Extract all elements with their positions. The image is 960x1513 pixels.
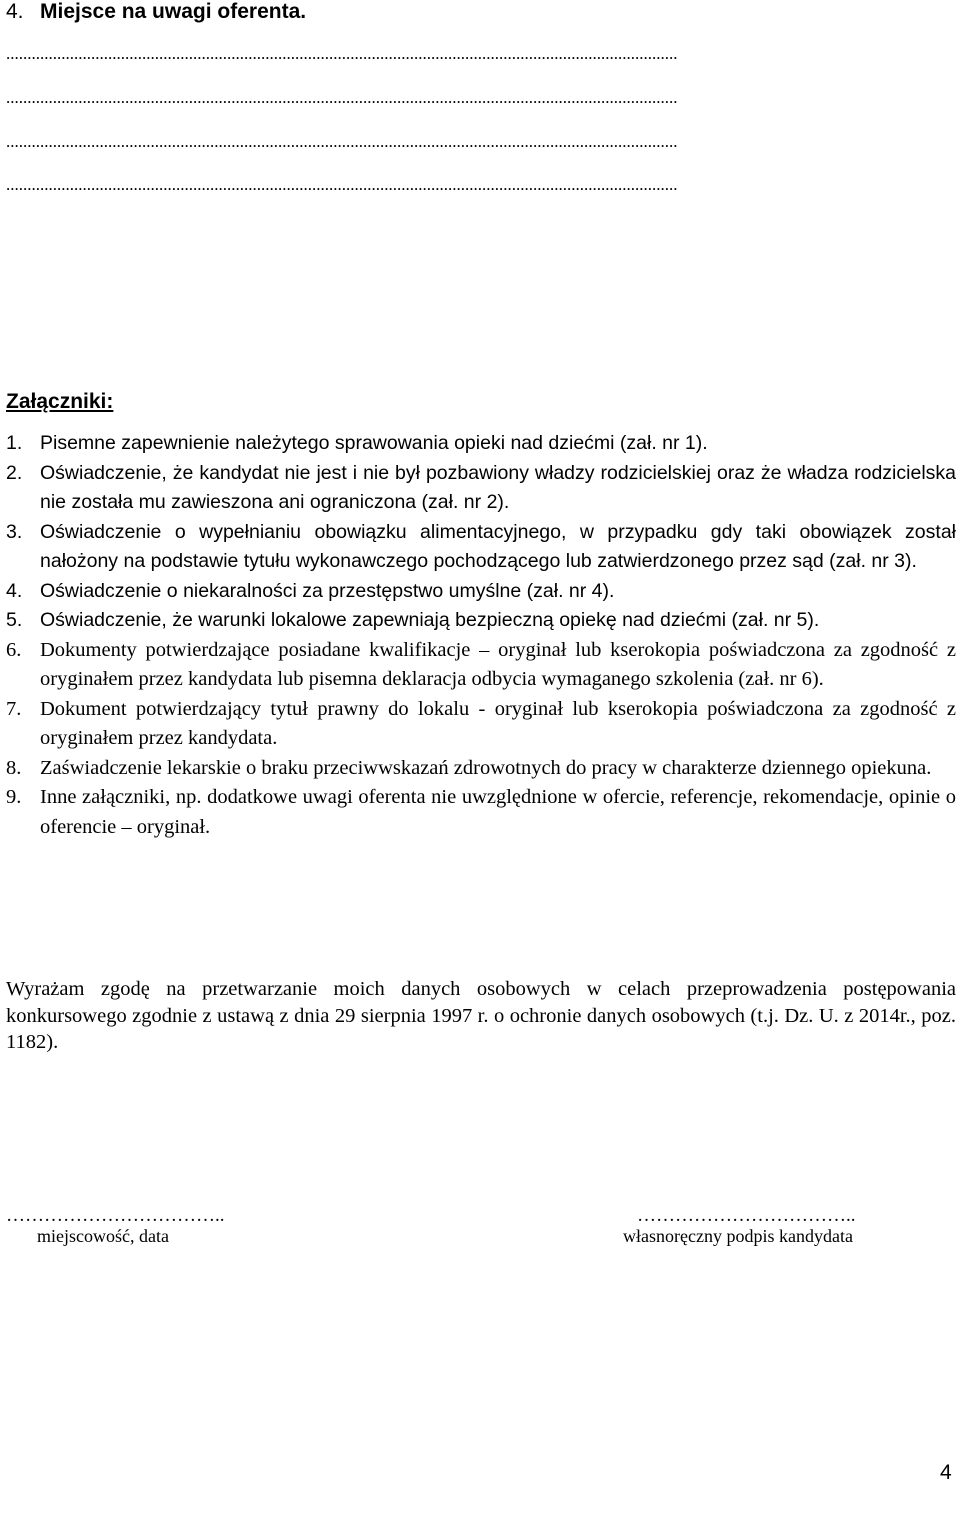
place-date-dotted-line: …………………………….. bbox=[6, 1205, 225, 1226]
attachment-item bbox=[6, 783, 956, 842]
attachment-text: Zaświadczenie lekarskie o braku przeciwwskazań zdrowotnych do pracy w charakterze dziennego opiekuna. bbox=[40, 756, 932, 779]
consent-statement: Wyrażam zgodę na przetwarzanie moich danych osobowych w celach przeprowadzenia postępowania konkursowego zgodnie z ustawą z dnia 29 sierpnia 1997 r. o ochronie danych osobowych (t.j. Dz. U. z 2014r., poz. 1182). bbox=[6, 978, 956, 1053]
attachment-item bbox=[6, 577, 956, 607]
attachment-number: 2. bbox=[6, 461, 23, 484]
section-number: 4. bbox=[6, 0, 24, 23]
attachment-text: Pisemne zapewnienie należytego sprawowania opieki nad dziećmi (zał. nr 1). bbox=[40, 432, 708, 454]
attachment-number: 9. bbox=[6, 786, 22, 808]
attachment-number: 7. bbox=[6, 697, 22, 720]
attachments-title: Załączniki: bbox=[6, 390, 114, 413]
section-heading bbox=[6, 0, 306, 24]
attachment-text: Oświadczenie o niekaralności za przestępstwo umyślne (zał. nr 4). bbox=[40, 579, 615, 602]
attachment-text: Dokumenty potwierdzające posiadane kwalifikacje – oryginał lub kserokopia poświadczona za zgodność z oryginałem przez kandydata lub pisemna deklaracja odbycia wymaganego szkolenia (zał. nr 6). bbox=[40, 638, 956, 690]
attachment-item bbox=[6, 459, 956, 518]
section-title: Miejsce na uwagi oferenta. bbox=[40, 0, 307, 23]
attachment-number: 4. bbox=[6, 579, 23, 602]
place-date-label: miejscowość, data bbox=[37, 1226, 169, 1246]
attachment-number: 3. bbox=[6, 520, 23, 543]
attachment-item bbox=[6, 695, 956, 754]
attachment-item bbox=[6, 754, 956, 784]
attachment-text: Dokument potwierdzający tytuł prawny do lokalu - oryginał lub kserokopia poświadczona za zgodność z oryginałem przez kandydata. bbox=[40, 697, 956, 749]
attachment-text: Oświadczenie, że warunki lokalowe zapewniają bezpieczną opiekę nad dziećmi (zał. nr 5). bbox=[40, 609, 820, 631]
remarks-dotted-line: .............................................................................................................................................................. bbox=[6, 88, 678, 107]
attachments-list bbox=[6, 429, 956, 842]
signature-label: własnoręczny podpis kandydata bbox=[623, 1226, 853, 1246]
remarks-dotted-line: .............................................................................................................................................................. bbox=[6, 132, 678, 151]
attachment-item bbox=[6, 518, 956, 577]
attachment-text: Oświadczenie o wypełnianiu obowiązku alimentacyjnego, w przypadku gdy taki obowiązek został nałożony na podstawie tytułu wykonawczego pochodzącego lub zatwierdzonego przez sąd (zał. nr 3). bbox=[40, 520, 956, 572]
attachment-number: 8. bbox=[6, 756, 22, 779]
signature-dotted-line: …………………………….. bbox=[637, 1205, 856, 1226]
attachment-text: Inne załączniki, np. dodatkowe uwagi oferenta nie uwzględnione w ofercie, referencje, rekomendacje, opinie o oferencie – oryginał. bbox=[40, 786, 956, 838]
attachment-item bbox=[6, 606, 956, 636]
attachment-item bbox=[6, 429, 956, 459]
remarks-dotted-line: .............................................................................................................................................................. bbox=[6, 44, 678, 63]
remarks-dotted-line: .............................................................................................................................................................. bbox=[6, 175, 678, 194]
attachment-item bbox=[6, 636, 956, 695]
attachment-text: Oświadczenie, że kandydat nie jest i nie był pozbawiony władzy rodzicielskiej oraz że władza rodzicielska nie została mu zawieszona ani ograniczona (zał. nr 2). bbox=[40, 461, 956, 513]
page-number: 4 bbox=[940, 1461, 952, 1484]
attachment-number: 6. bbox=[6, 638, 22, 661]
attachment-number: 1. bbox=[6, 432, 23, 454]
attachment-number: 5. bbox=[6, 609, 23, 631]
